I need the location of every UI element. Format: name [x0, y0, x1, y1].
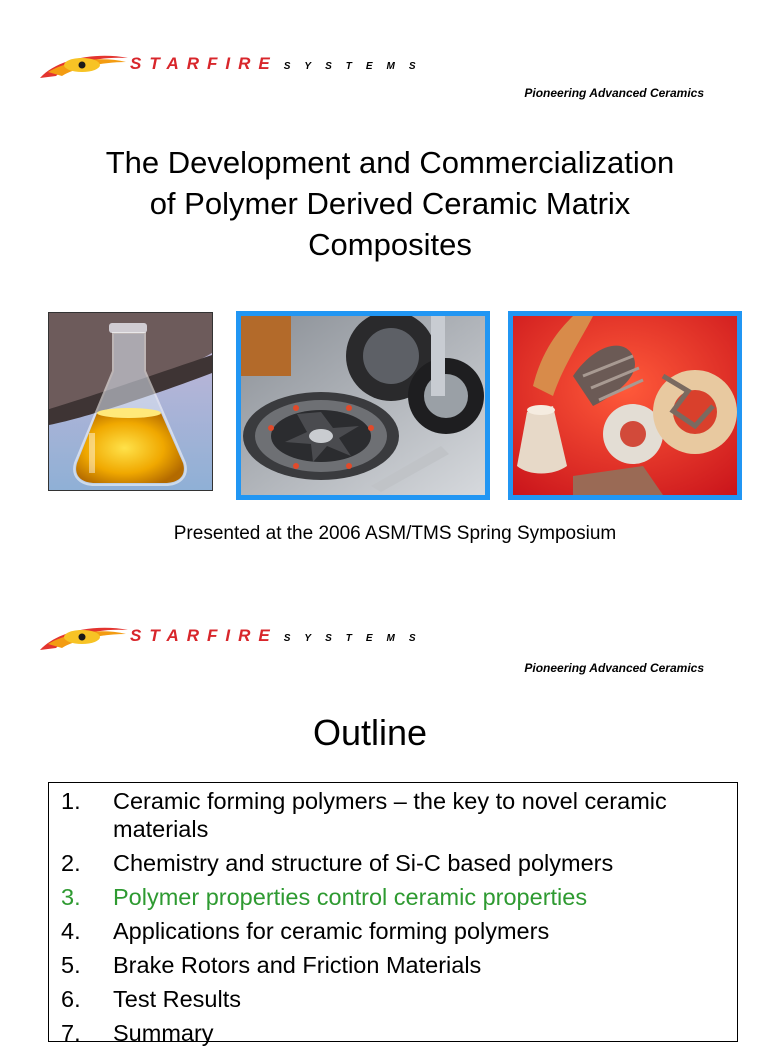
outline-item-number: 1. [61, 788, 81, 814]
outline-item-text: Chemistry and structure of Si-C based polymers [113, 850, 614, 876]
slide-title [60, 142, 720, 265]
outline-item [61, 787, 725, 843]
logo-starfire-text: STARFIRE [130, 626, 278, 645]
outline-item [61, 1019, 725, 1047]
outline-item-number: 6. [61, 986, 81, 1012]
outline-item-number: 3. [61, 884, 81, 910]
outline-item-number: 5. [61, 952, 81, 978]
slide-title-line: Composites [308, 227, 472, 262]
brake-rotor-motorcycle-photo [236, 311, 490, 500]
outline-item-number: 4. [61, 918, 81, 944]
outline-item [61, 917, 725, 945]
polymer-flask-photo [48, 312, 213, 491]
outline-item-text: Brake Rotors and Friction Materials [113, 952, 482, 978]
starfire-logo [38, 48, 428, 88]
ceramic-parts-image [513, 316, 737, 495]
outline-item [61, 951, 725, 979]
logo-swoosh-icon [38, 620, 130, 654]
logo-swoosh-icon [38, 48, 130, 82]
outline-item-number: 7. [61, 1020, 81, 1046]
outline-item-text: Summary [113, 1020, 214, 1046]
flask-image [49, 313, 212, 490]
tagline: Pioneering Advanced Ceramics [524, 661, 704, 675]
outline-slide [0, 580, 768, 1046]
slide-title-line: of Polymer Derived Ceramic Matrix [149, 186, 631, 221]
outline-list-box [48, 782, 738, 1046]
outline-item-text: Applications for ceramic forming polymers [113, 918, 550, 944]
outline-title: Outline [312, 712, 428, 753]
slide-title-line: The Development and Commercialization [105, 145, 675, 180]
outline-item-text: Polymer properties control ceramic properties [113, 884, 588, 910]
outline-item [61, 985, 725, 1013]
outline-item-highlighted [61, 883, 725, 911]
outline-item-text: Ceramic forming polymers – the key to novel ceramic materials [113, 788, 667, 842]
logo-starfire-text: STARFIRE [130, 54, 278, 73]
tagline: Pioneering Advanced Ceramics [524, 86, 704, 100]
logo-wordmark [130, 626, 430, 646]
slide-subtitle: Presented at the 2006 ASM/TMS Spring Symposium [173, 523, 617, 544]
logo-systems-text: SYSTEMS [283, 61, 430, 72]
logo-wordmark [130, 54, 430, 74]
outline-item-number: 2. [61, 850, 81, 876]
starfire-logo [38, 620, 428, 660]
ceramic-components-photo [508, 311, 742, 500]
outline-item-text: Test Results [113, 986, 241, 1012]
outline-item [61, 849, 725, 877]
brake-rotor-image [241, 316, 485, 495]
logo-systems-text: SYSTEMS [283, 633, 430, 644]
outline-list [61, 787, 725, 1047]
